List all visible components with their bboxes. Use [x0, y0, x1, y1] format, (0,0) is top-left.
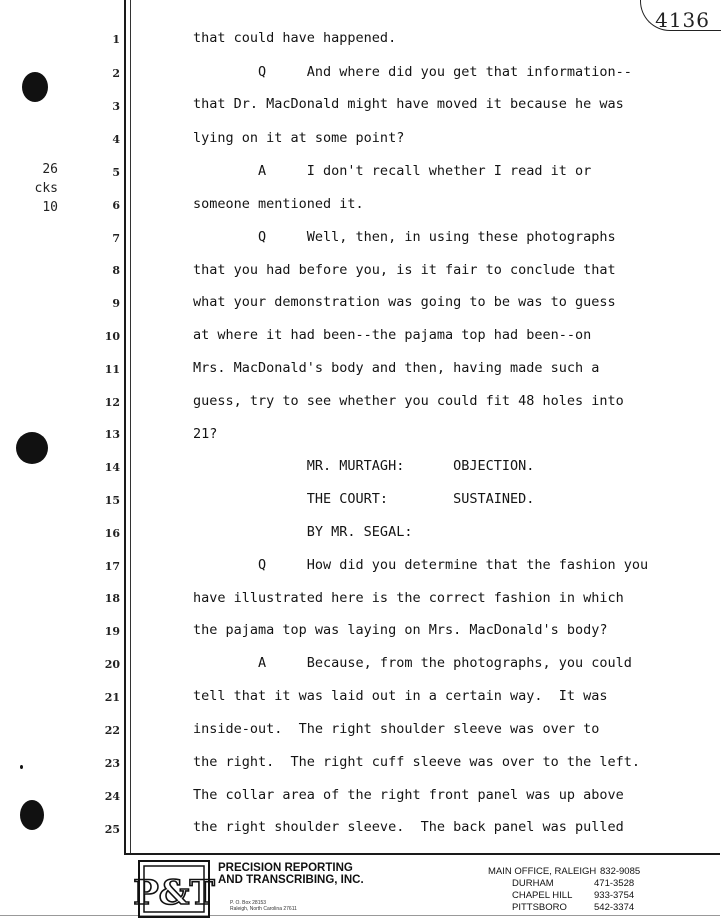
firm-name: [218, 862, 364, 886]
office-phone-list: [488, 866, 640, 914]
transcript-line: at where it had been--the pajama top had been--on: [193, 327, 592, 343]
line-number: 13: [104, 428, 120, 441]
transcript-line: that you had before you, is it fair to conclude that: [193, 262, 616, 278]
line-number: 12: [104, 396, 120, 409]
transcript-line: A Because, from the photographs, you could: [193, 655, 632, 671]
transcript-line: what your demonstration was going to be was to guess: [193, 294, 616, 310]
line-number: 19: [104, 625, 120, 638]
line-number: 10: [104, 330, 120, 343]
line-number: 6: [112, 199, 120, 212]
line-number: 8: [112, 264, 120, 277]
punch-hole-top: [22, 72, 48, 102]
transcript-line: inside-out. The right shoulder sleeve was over to: [193, 721, 600, 737]
punch-hole-bottom: [20, 800, 44, 830]
transcript-line: tell that it was laid out in a certain way. It was: [193, 688, 608, 704]
transcript-line: THE COURT: SUSTAINED.: [193, 491, 535, 507]
transcript-line: BY MR. SEGAL:: [193, 524, 413, 540]
office-label: PITTSBORO: [512, 902, 567, 913]
transcript-line: guess, try to see whether you could fit 48 holes into: [193, 393, 624, 409]
line-number: 5: [112, 166, 120, 179]
line-number: 16: [104, 527, 120, 540]
transcript-line: Q And where did you get that information--: [193, 64, 632, 80]
firm-name-line: AND TRANSCRIBING, INC.: [218, 874, 364, 886]
line-number: 23: [104, 757, 120, 770]
line-number: 9: [112, 297, 120, 310]
line-number: 14: [104, 461, 120, 474]
punch-hole-middle: [16, 432, 48, 464]
firm-name-line: PRECISION REPORTING: [218, 862, 353, 874]
office-label: CHAPEL HILL: [512, 890, 573, 901]
firm-address-line: Raleigh, North Carolina 27611: [230, 906, 297, 912]
line-number: 20: [104, 658, 120, 671]
transcript-line: Q How did you determine that the fashion you: [193, 557, 649, 573]
page-number: 4136: [655, 8, 710, 32]
office-label: MAIN OFFICE, RALEIGH: [488, 866, 597, 877]
line-number: 21: [104, 691, 120, 704]
stray-mark: [20, 765, 23, 769]
office-row: [488, 878, 640, 890]
transcript-line: someone mentioned it.: [193, 196, 364, 212]
line-number: 15: [104, 494, 120, 507]
office-phone: 471-3528: [594, 878, 635, 889]
transcript-line: have illustrated here is the correct fashion in which: [193, 590, 624, 606]
transcript-line: Mrs. MacDonald's body and then, having made such a: [193, 360, 600, 376]
transcript-line: that Dr. MacDonald might have moved it because he was: [193, 96, 624, 112]
firm-address: [230, 900, 297, 912]
transcript-line: the right shoulder sleeve. The back panel was pulled: [193, 819, 624, 835]
line-number: 22: [104, 724, 120, 737]
left-margin-rule: [124, 0, 126, 855]
line-number: 7: [112, 232, 120, 245]
transcript-line: that could have happened.: [193, 30, 397, 46]
transcript-line: lying on it at some point?: [193, 130, 405, 146]
firm-logo: [133, 860, 215, 918]
inner-margin-rule: [130, 0, 131, 855]
margin-note-line: 26: [42, 162, 58, 177]
transcript-line: MR. MURTAGH: OBJECTION.: [193, 458, 535, 474]
margin-note-line: 10: [42, 200, 58, 215]
office-row: [488, 902, 640, 914]
transcript-line: The collar area of the right front panel was up above: [193, 787, 624, 803]
margin-note: [28, 160, 58, 217]
office-row: [488, 890, 640, 902]
line-number: 1: [112, 33, 120, 46]
bottom-rule: [124, 853, 720, 855]
firm-address-line: P. O. Box 28153: [230, 900, 267, 906]
line-number: 11: [104, 363, 120, 376]
office-phone: 933-3754: [594, 890, 635, 901]
transcript-line: 21?: [193, 426, 218, 442]
firm-logo-text: P&T: [133, 873, 215, 913]
office-label: DURHAM: [512, 878, 554, 889]
office-phone: 832-9085: [600, 866, 641, 877]
margin-note-line: cks: [34, 181, 58, 196]
transcript-line: Q Well, then, in using these photographs: [193, 229, 616, 245]
line-number: 24: [104, 790, 120, 803]
office-phone: 542-3374: [594, 902, 635, 913]
line-number: 17: [104, 560, 120, 573]
line-number: 4: [112, 133, 120, 146]
transcript-line: the pajama top was laying on Mrs. MacDonald's body?: [193, 622, 608, 638]
line-number: 25: [104, 823, 120, 836]
footer-rule: [0, 915, 720, 916]
transcript-line: A I don't recall whether I read it or: [193, 163, 592, 179]
office-row: [488, 866, 640, 878]
line-number: 18: [104, 592, 120, 605]
line-number: 3: [112, 100, 120, 113]
line-number: 2: [112, 67, 120, 80]
transcript-line: the right. The right cuff sleeve was over to the left.: [193, 754, 641, 770]
